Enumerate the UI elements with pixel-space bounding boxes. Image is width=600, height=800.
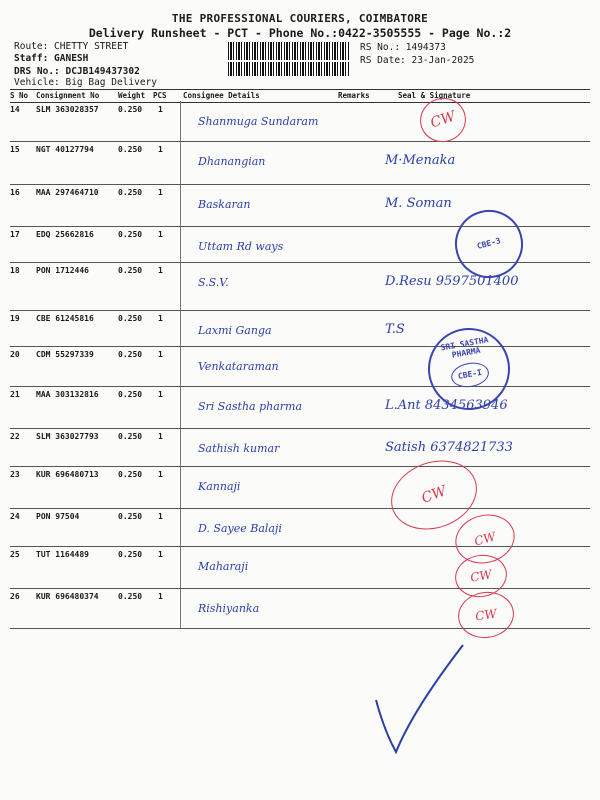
row-pcs: 1: [158, 230, 163, 239]
col-consignment: Consignment No: [36, 91, 100, 100]
cw-mark-4: CW: [452, 551, 511, 601]
col-sno: S No: [10, 91, 29, 100]
row-consignment: PON 97504: [36, 512, 80, 521]
round-company-stamp: CBE-3: [447, 202, 530, 285]
table-row: [10, 141, 590, 185]
row-sno: 22: [10, 432, 20, 441]
row-consignment: TUT 1164489: [36, 550, 89, 559]
sastha-stamp-text: SRI SASTHA PHARMA: [440, 335, 490, 360]
row-sno: 25: [10, 550, 20, 559]
route-label: Route: CHETTY STREET: [14, 41, 129, 52]
barcode-top: [228, 42, 350, 60]
row-weight: 0.250: [118, 314, 143, 323]
row-pcs: 1: [158, 432, 163, 441]
row-signature: M. Soman: [385, 196, 452, 211]
row-consignee: S.S.V.: [198, 276, 229, 289]
row-sno: 15: [10, 145, 20, 154]
col-pcs: PCS: [153, 91, 167, 100]
row-weight: 0.250: [118, 145, 143, 154]
row-consignee: Rishiyanka: [198, 602, 260, 615]
row-sno: 14: [10, 105, 20, 114]
drs-label: DRS No.: DCJB149437302: [14, 66, 140, 77]
row-consignment: KUR 696480374: [36, 592, 99, 601]
row-consignee: Venkataraman: [198, 360, 279, 373]
row-sno: 19: [10, 314, 20, 323]
row-weight: 0.250: [118, 266, 143, 275]
table-row: [10, 466, 590, 509]
row-weight: 0.250: [118, 512, 143, 521]
vehicle-label: Vehicle: Big Bag Delivery: [14, 77, 157, 88]
row-weight: 0.250: [118, 390, 143, 399]
row-consignment: MAA 303132816: [36, 390, 99, 399]
row-consignee: Dhanangian: [198, 155, 266, 168]
row-consignee: D. Sayee Balaji: [198, 522, 282, 535]
row-consignee: Laxmi Ganga: [198, 324, 272, 337]
cw-mark-3: CW: [450, 508, 520, 570]
cw-mark-1: CW: [414, 92, 471, 148]
row-weight: 0.250: [118, 470, 143, 479]
row-signature: M·Menaka: [385, 153, 456, 168]
row-sno: 18: [10, 266, 20, 275]
row-sno: 26: [10, 592, 20, 601]
col-consignee: Consignee Details: [183, 91, 260, 100]
row-weight: 0.250: [118, 230, 143, 239]
row-pcs: 1: [158, 314, 163, 323]
cw-mark-2: CW: [381, 449, 486, 541]
row-consignee: Baskaran: [198, 198, 251, 211]
row-consignment: CBE 61245816: [36, 314, 94, 323]
row-consignee: Maharaji: [198, 560, 249, 573]
row-consignment: SLM 363027793: [36, 432, 99, 441]
cw-mark-5: CW: [455, 588, 517, 641]
table-row: [10, 428, 590, 467]
row-pcs: 1: [158, 470, 163, 479]
row-sno: 24: [10, 512, 20, 521]
row-pcs: 1: [158, 105, 163, 114]
row-consignee: Shanmuga Sundaram: [198, 115, 319, 128]
col-seal: Seal & Signature: [398, 91, 471, 100]
row-pcs: 1: [158, 512, 163, 521]
row-sno: 20: [10, 350, 20, 359]
table-row: [10, 386, 590, 429]
row-sno: 23: [10, 470, 20, 479]
row-consignee: Uttam Rd ways: [198, 240, 284, 253]
row-sno: 21: [10, 390, 20, 399]
row-weight: 0.250: [118, 592, 143, 601]
rs-date: RS Date: 23-Jan-2025: [360, 55, 475, 66]
col-remarks: Remarks: [338, 91, 370, 100]
row-weight: 0.250: [118, 188, 143, 197]
cbe-stamp-inner: CBE-I: [449, 360, 491, 390]
row-consignment: NGT 40127794: [36, 145, 94, 154]
row-pcs: 1: [158, 550, 163, 559]
col-weight: Weight: [118, 91, 146, 100]
row-consignment: EDQ 25662816: [36, 230, 94, 239]
checkmark-icon: [368, 640, 468, 760]
row-pcs: 1: [158, 145, 163, 154]
row-consignee: Sri Sastha pharma: [198, 400, 303, 413]
row-weight: 0.250: [118, 105, 143, 114]
row-consignment: CDM 55297339: [36, 350, 94, 359]
row-consignment: PON 1712446: [36, 266, 89, 275]
row-pcs: 1: [158, 390, 163, 399]
row-signature: T.S: [385, 322, 405, 337]
row-consignment: SLM 363028357: [36, 105, 99, 114]
runsheet-subtitle: Delivery Runsheet - PCT - Phone No.:0422-3505555 - Page No.:2: [88, 26, 512, 40]
row-signature: Satish 6374821733: [385, 440, 513, 455]
row-consignee: Sathish kumar: [198, 442, 280, 455]
row-consignee: Kannaji: [198, 480, 241, 493]
row-signature: L.Ant 8434563946: [385, 398, 508, 413]
row-weight: 0.250: [118, 550, 143, 559]
staff-label: Staff: GANESH: [14, 53, 89, 64]
row-weight: 0.250: [118, 350, 143, 359]
row-sno: 17: [10, 230, 20, 239]
row-pcs: 1: [158, 592, 163, 601]
row-pcs: 1: [158, 266, 163, 275]
barcode-bottom: [228, 62, 350, 76]
table-row: [10, 101, 590, 142]
row-signature: D.Resu 9597501400: [385, 274, 519, 289]
row-pcs: 1: [158, 188, 163, 197]
rs-number: RS No.: 1494373: [360, 42, 446, 53]
row-sno: 16: [10, 188, 20, 197]
company-title: THE PROFESSIONAL COURIERS, COIMBATORE: [171, 12, 429, 25]
row-pcs: 1: [158, 350, 163, 359]
row-consignment: KUR 696480713: [36, 470, 99, 479]
row-consignment: MAA 297464710: [36, 188, 99, 197]
row-weight: 0.250: [118, 432, 143, 441]
